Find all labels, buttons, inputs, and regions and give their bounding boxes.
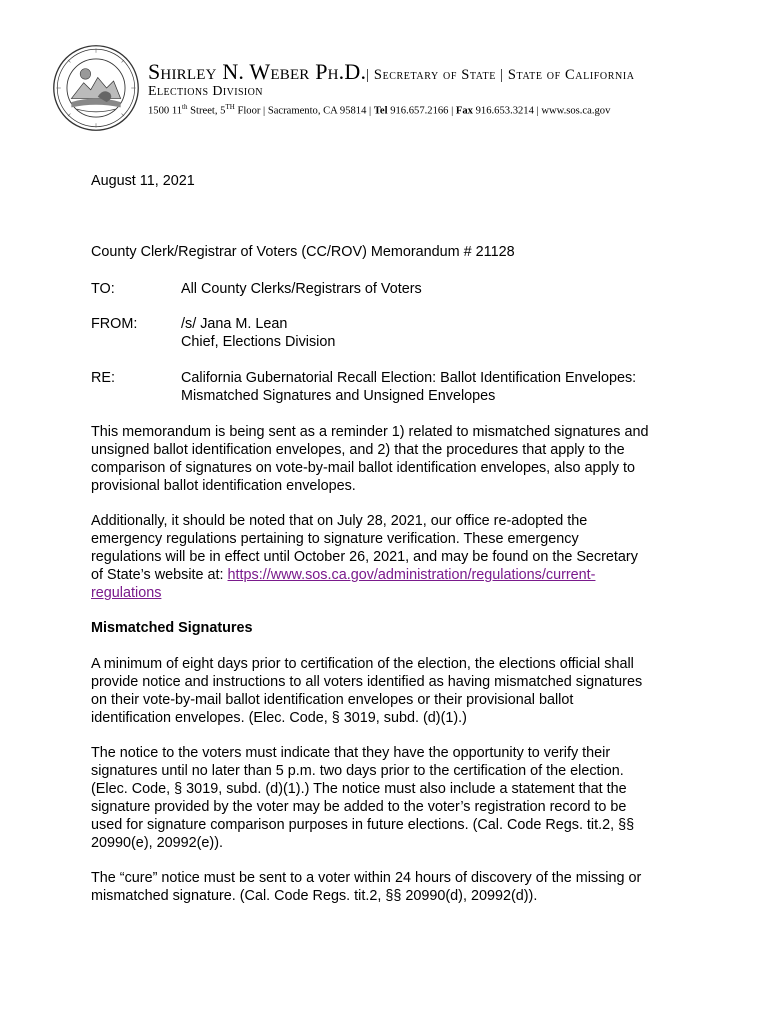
text-line: A minimum of eight days prior to certification of the election, the elections official shall xyxy=(91,656,634,672)
tel-number: 916.657.2166 | xyxy=(387,105,456,117)
text-line: provide notice and instructions to all voters identified as having mismatched signatures xyxy=(91,674,643,690)
from-value-name: /s/ Jana M. Lean xyxy=(181,316,288,332)
letterhead-address xyxy=(148,103,610,117)
text-line: signatures until no later than 5 p.m. two days prior to the certification of the election. xyxy=(91,763,624,779)
text-line: on their vote-by-mail ballot identification envelopes or their provisional ballot xyxy=(91,692,574,708)
text-line: comparison of signatures on vote-by-mail ballot identification envelopes, also apply to xyxy=(91,460,635,476)
text-line xyxy=(91,584,691,602)
text-line: provisional ballot identification envelopes. xyxy=(91,478,356,494)
text-line: Additionally, it should be noted that on July 28, 2021, our office re-adopted the xyxy=(91,513,588,529)
text-line: The notice to the voters must indicate that they have the opportunity to verify their xyxy=(91,745,611,761)
memo-number: County Clerk/Registrar of Voters (CC/ROV) Memorandum # 21128 xyxy=(91,244,515,260)
california-seal-icon xyxy=(52,44,140,132)
text-line: mismatched signature. (Cal. Code Regs. tit.2, §§ 20990(d), 20992(d)). xyxy=(91,888,538,904)
text-line: signature provided by the voter may be added to the voter’s registration record to be xyxy=(91,799,627,815)
re-label: RE: xyxy=(91,370,115,386)
division-name: Elections Division xyxy=(148,84,263,99)
fax-number: 916.653.3214 | www.sos.ca.gov xyxy=(472,105,611,117)
from-value-title: Chief, Elections Division xyxy=(181,334,336,350)
memo-date: August 11, 2021 xyxy=(91,173,195,189)
text-line: regulations will be in effect until October 26, 2021, and may be found on the Secretary xyxy=(91,549,638,565)
paragraph-regulations xyxy=(91,512,691,602)
section-heading: Mismatched Signatures xyxy=(91,620,253,636)
text-line: The “cure” notice must be sent to a voter within 24 hours of discovery of the missing or xyxy=(91,870,642,886)
secretary-name: Shirley N. Weber Ph.D. xyxy=(148,59,367,84)
text-segment: of State’s website at: xyxy=(91,567,228,583)
to-value: All County Clerks/Registrars of Voters xyxy=(181,281,422,297)
text-line xyxy=(91,566,691,584)
to-label: TO: xyxy=(91,281,115,297)
paragraph-cure-notice xyxy=(91,869,691,905)
re-value-line1: California Gubernatorial Recall Election: Ballot Identification Envelopes: xyxy=(181,370,637,386)
fax-label: Fax xyxy=(455,105,473,117)
paragraph-minimum-days xyxy=(91,655,691,727)
text-line: (Elec. Code, § 3019, subd. (d)(1).) The notice must also include a statement that the xyxy=(91,781,627,797)
text-line: emergency regulations pertaining to signature verification. These emergency xyxy=(91,531,579,547)
address-sup: th xyxy=(182,103,188,111)
text-line: used for signature comparison purposes in future elections. (Cal. Code Regs. tit.2, §§ xyxy=(91,817,635,833)
address-part: 1500 11 xyxy=(148,105,183,117)
text-line: 20990(e), 20992(e)). xyxy=(91,835,223,851)
regulations-link[interactable]: https://www.sos.ca.gov/administration/regulations/current- xyxy=(227,567,596,583)
text-line: identification envelopes. (Elec. Code, § 3019, subd. (d)(1).) xyxy=(91,710,467,726)
paragraph-purpose xyxy=(91,423,691,495)
address-part: Street, 5 xyxy=(187,105,226,117)
re-value-line2: Mismatched Signatures and Unsigned Envelopes xyxy=(181,388,496,404)
paragraph-notice-content xyxy=(91,744,691,852)
text-line: unsigned ballot identification envelopes, and 2) that the procedures that apply to the xyxy=(91,442,625,458)
from-label: FROM: xyxy=(91,316,138,332)
tel-label: Tel xyxy=(373,105,388,117)
regulations-link-continued[interactable]: regulations xyxy=(91,585,162,601)
address-part: Floor | Sacramento, CA 95814 | xyxy=(234,105,374,117)
secretary-title: | Secretary of State | State of California xyxy=(366,67,635,83)
address-sup: TH xyxy=(225,103,235,111)
text-line: This memorandum is being sent as a reminder 1) related to mismatched signatures and xyxy=(91,424,649,440)
